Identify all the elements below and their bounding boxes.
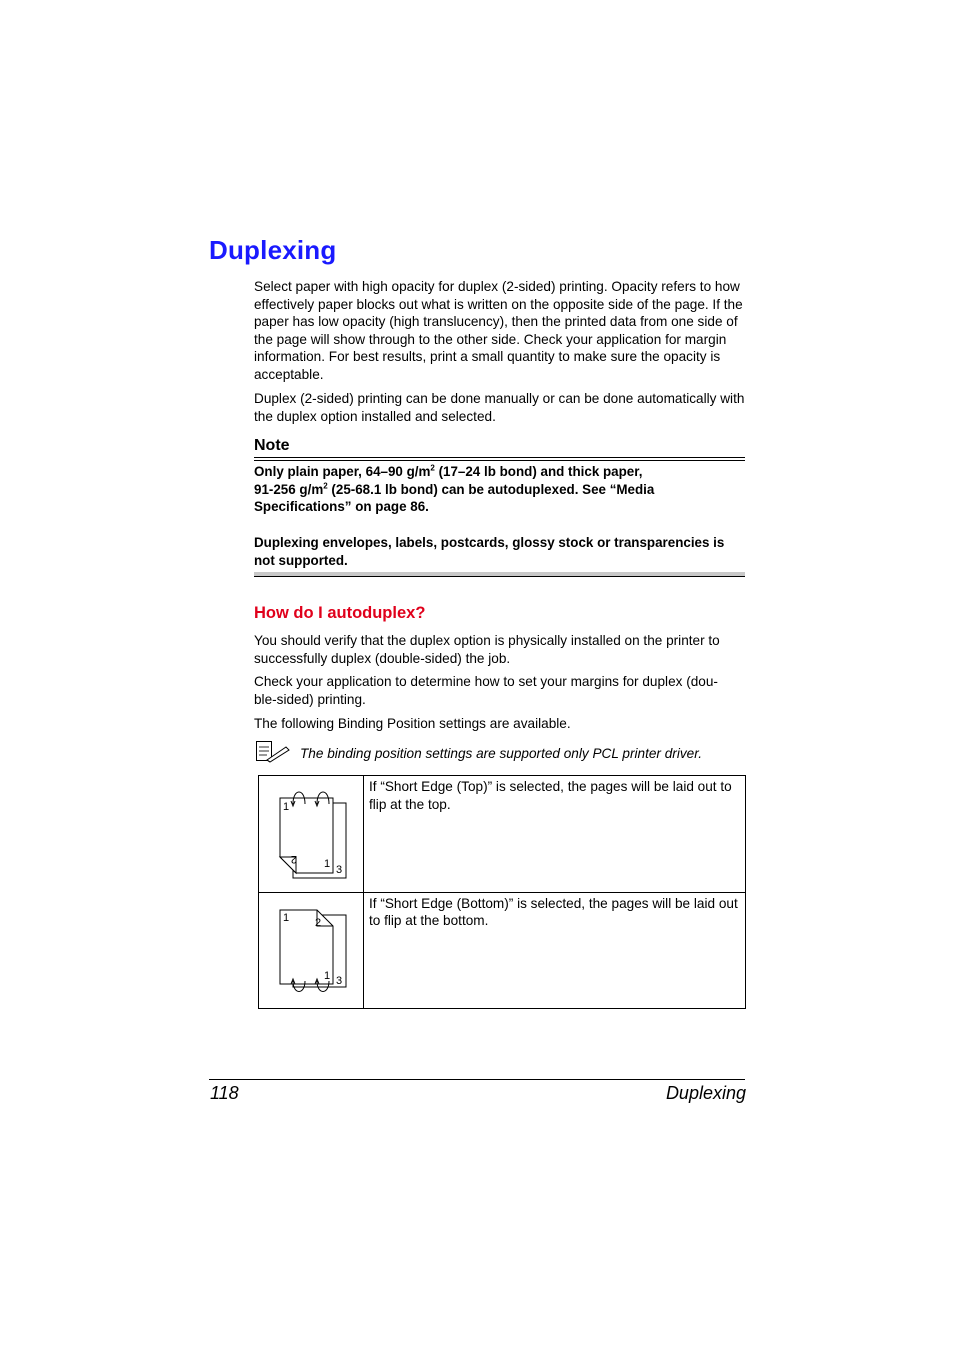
tip-text: The binding position settings are supported only PCL printer driver. <box>300 746 702 761</box>
note-divider <box>254 460 745 461</box>
footer-divider <box>209 1079 745 1080</box>
page-label-back: 2 <box>290 853 297 865</box>
section-paragraph-2: Check your application to determine how to set your margins for duplex (dou- ble-sided) printing. <box>254 674 718 707</box>
page-title: Duplexing <box>209 235 337 265</box>
short-edge-top-diagram-cell <box>259 776 364 893</box>
note-bottom-rule <box>254 572 745 577</box>
short-edge-bottom-diagram <box>259 893 363 1004</box>
footer-section-title: Duplexing <box>665 1083 746 1103</box>
short-edge-top-diagram <box>259 776 363 887</box>
note-paragraph-1: Only plain paper, 64–90 $g/m^2$ (17–24 lb bond) and thick paper, 91-256 $g/m^2$ (25-68.1 lb bond) can be autoduplexed. See “Media Specifications” on page 86. <box>254 463 655 515</box>
note-pencil-icon <box>255 740 291 769</box>
section-paragraph-1: You should verify that the duplex option is physically installed on the printer to successfully duplex (double-sided) the job. <box>254 633 720 666</box>
page-label-inner: 1 <box>324 969 331 982</box>
page-label-inner: 1 <box>324 858 331 870</box>
intro-paragraph-1: Select paper with high opacity for duplex (2-sided) printing. Opacity refers to how effectively paper blocks out what is written on the opposite side of the page. If the paper has low opacity (high translucency), then the printed data from one side of the page will show through to the other side. Check your application for margin information. For best results, print a small quantity to make sure the opacity is acceptable. <box>254 279 743 382</box>
page-label-third: 3 <box>336 974 343 987</box>
short-edge-bottom-diagram-cell <box>259 892 364 1009</box>
table-row <box>259 776 746 893</box>
note-heading: Note <box>254 437 745 458</box>
table-row <box>259 892 746 1009</box>
intro-paragraph-2: Duplex (2-sided) printing can be done manually or can be done automatically with the duplex option installed and selected. <box>254 391 745 424</box>
short-edge-top-description: If “Short Edge (Top)” is selected, the pages will be laid out to flip at the top. <box>364 776 746 893</box>
page-number: 118 <box>210 1083 239 1103</box>
short-edge-bottom-description: If “Short Edge (Bottom)” is selected, the pages will be laid out to flip at the bottom. <box>364 892 746 1009</box>
page-label-back: 2 <box>315 916 322 929</box>
note-paragraph-2: Duplexing envelopes, labels, postcards, glossy stock or transparencies is not supported. <box>254 535 725 568</box>
page-label-third: 3 <box>336 864 343 876</box>
section-paragraph-3: The following Binding Position settings are available. <box>254 716 571 731</box>
section-heading: How do I autoduplex? <box>254 604 426 622</box>
page-label-front: 1 <box>283 801 290 813</box>
page-label-front: 1 <box>283 911 290 924</box>
binding-position-table <box>258 775 746 1009</box>
